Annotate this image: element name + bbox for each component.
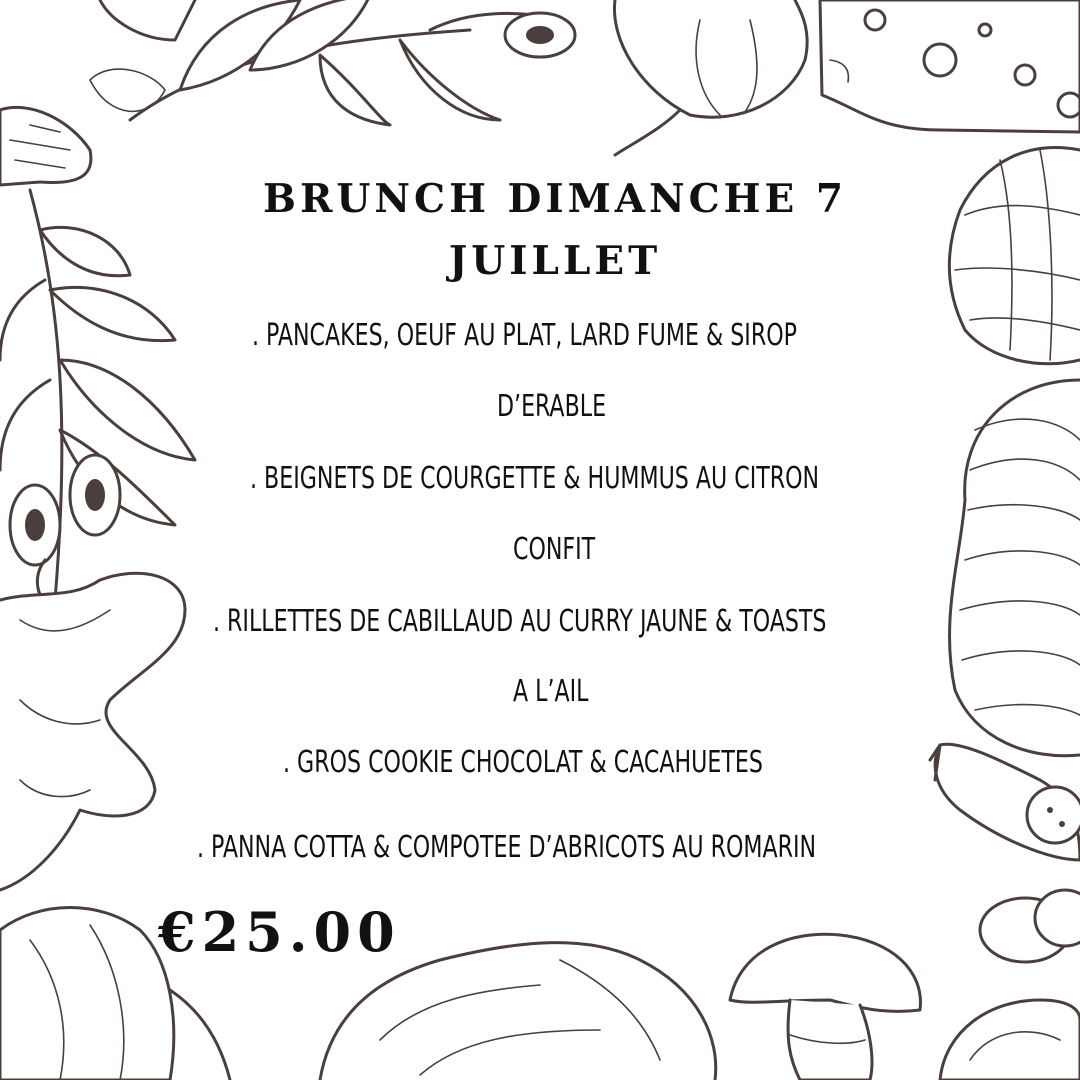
mushroom-icon (730, 934, 920, 1080)
basil-branch-top-icon (130, 0, 575, 125)
menu-item-line: . RILLETTES DE CABILLAUD AU CURRY JAUNE & TOASTS (213, 604, 827, 639)
bread-slice-icon (0, 0, 195, 185)
menu-title: BRUNCH DIMANCHE 7 JUILLET (263, 176, 847, 284)
ginger-root-icon (0, 573, 185, 890)
cheese-icon (820, 0, 1080, 132)
menu-item-line: . BEIGNETS DE COURGETTE & HUMMUS AU CITRON (250, 461, 820, 496)
menu-item-line: A L’AIL (513, 674, 589, 709)
basil-stalk-left-icon (0, 190, 195, 610)
menu-item-line: D’ERABLE (497, 389, 607, 424)
shell-icon (940, 1000, 1080, 1080)
menu-item-line: . PANCAKES, OEUF AU PLAT, LARD FUME & SIROP (252, 318, 797, 353)
garlic-icon (614, 0, 807, 155)
menu-item-line: CONFIT (513, 532, 596, 567)
menu-item-line: . PANNA COTTA & COMPOTEE D’ABRICOTS AU ROMARIN (197, 830, 817, 865)
price-label: €25.00 (158, 900, 401, 964)
menu-item-line: . GROS COOKIE CHOCOLAT & CACAHUETES (283, 745, 763, 780)
